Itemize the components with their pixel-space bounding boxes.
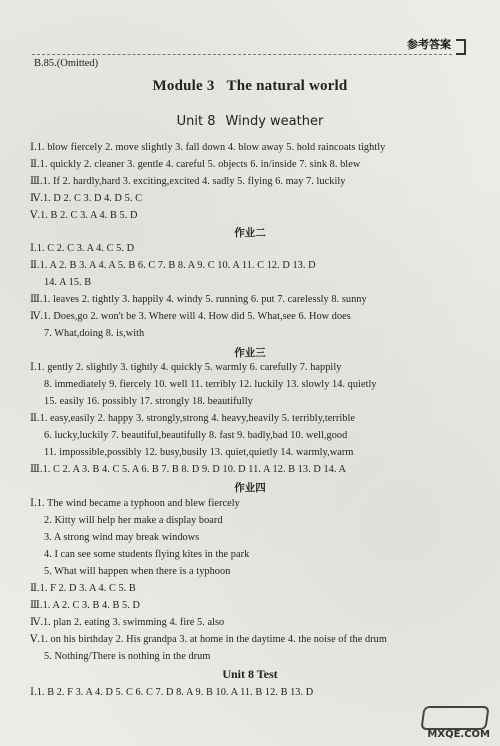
- intro-line: B.85.(Omitted): [34, 58, 99, 69]
- answer-line: 5. Nothing/There is nothing in the drum: [44, 651, 211, 662]
- header-label: 参考答案: [398, 36, 460, 54]
- section-title: 作业三: [234, 347, 266, 359]
- answer-line: 3. A strong wind may break windows: [44, 532, 200, 543]
- answer-line: 11. impossible,possibly 12. busy,busily 13. quiet,quietly 14. warmly,warm: [44, 447, 354, 458]
- answer-line: 15. easily 16. possibly 17. strongly 18. beautifully: [44, 396, 253, 407]
- answer-line: Ⅰ.1. gently 2. slightly 3. tightly 4. quickly 5. warmly 6. carefully 7. happily: [30, 362, 342, 373]
- answer-line: Ⅴ.1. on his birthday 2. His grandpa 3. at home in the daytime 4. the noise of the drum: [30, 634, 387, 645]
- answer-line: Ⅱ.1. quickly 2. cleaner 3. gentle 4. careful 5. objects 6. in/inside 7. sink 8. blew: [30, 159, 361, 170]
- answer-line: Ⅱ.1. easy,easily 2. happy 3. strongly,strong 4. heavy,heavily 5. terribly,terrible: [30, 413, 355, 424]
- answer-line: 6. lucky,luckily 7. beautiful,beautifully 8. fast 9. badly,bad 10. well,good: [44, 430, 348, 441]
- answer-line: 5. What will happen when there is a typhoon: [44, 566, 231, 577]
- answer-line: 14. A 15. B: [44, 277, 92, 288]
- answer-line: Ⅴ.1. B 2. C 3. A 4. B 5. D: [30, 210, 138, 221]
- unit-name: Windy weather: [225, 114, 324, 129]
- answer-line: Ⅱ.1. F 2. D 3. A 4. C 5. B: [30, 583, 136, 594]
- module-name: The natural world: [226, 78, 348, 94]
- watermark-site: MXQE.COM: [427, 729, 490, 740]
- unit-number: Unit 8: [176, 114, 216, 129]
- module-title: [0, 78, 500, 95]
- answer-line: Ⅲ.1. A 2. C 3. B 4. B 5. D: [30, 600, 140, 611]
- answer-line: 2. Kitty will help her make a display board: [44, 515, 223, 526]
- answer-line: Ⅳ.1. D 2. C 3. D 4. D 5. C: [30, 193, 142, 204]
- answer-line: 8. immediately 9. fiercely 10. well 11. terribly 12. luckily 13. slowly 14. quietly: [44, 379, 377, 390]
- answer-line: Ⅳ.1. Does,go 2. won't be 3. Where will 4. How did 5. What,see 6. How does: [30, 311, 351, 322]
- answer-line: 7. What,doing 8. is,with: [44, 328, 145, 339]
- answer-line: Ⅰ.1. blow fiercely 2. move slightly 3. fall down 4. blow away 5. hold raincoats tightly: [30, 142, 386, 153]
- watermark: [422, 706, 492, 740]
- unit-test-title: Unit 8 Test: [222, 667, 278, 681]
- answer-line: Ⅱ.1. A 2. B 3. A 4. A 5. B 6. C 7. B 8. A 9. C 10. A 11. C 12. D 13. D: [30, 260, 316, 271]
- section-title: 作业四: [234, 482, 266, 494]
- answer-line: Ⅰ.1. B 2. F 3. A 4. D 5. C 6. C 7. D 8. A 9. B 10. A 11. B 12. B 13. D: [30, 687, 314, 698]
- unit-title: [0, 114, 500, 129]
- watermark-logo-icon: [420, 706, 489, 730]
- answer-line: Ⅰ.1. C 2. C 3. A 4. C 5. D: [30, 243, 135, 254]
- header-rule: [32, 54, 452, 55]
- answer-line: Ⅲ.1. C 2. A 3. B 4. C 5. A 6. B 7. B 8. D 9. D 10. D 11. A 12. B 13. D 14. A: [30, 464, 347, 475]
- answer-line: Ⅰ.1. The wind became a typhoon and blew fiercely: [30, 498, 240, 509]
- module-number: Module 3: [152, 78, 215, 94]
- answer-line: Ⅲ.1. If 2. hardly,hard 3. exciting,excited 4. sadly 5. flying 6. may 7. luckily: [30, 176, 346, 187]
- answer-line: Ⅳ.1. plan 2. eating 3. swimming 4. fire 5. also: [30, 617, 225, 628]
- answer-line: Ⅲ.1. leaves 2. tightly 3. happily 4. windy 5. running 6. put 7. carelessly 8. sunny: [30, 294, 367, 305]
- section-title: 作业二: [234, 227, 266, 239]
- answer-line: 4. I can see some students flying kites in the park: [44, 549, 250, 560]
